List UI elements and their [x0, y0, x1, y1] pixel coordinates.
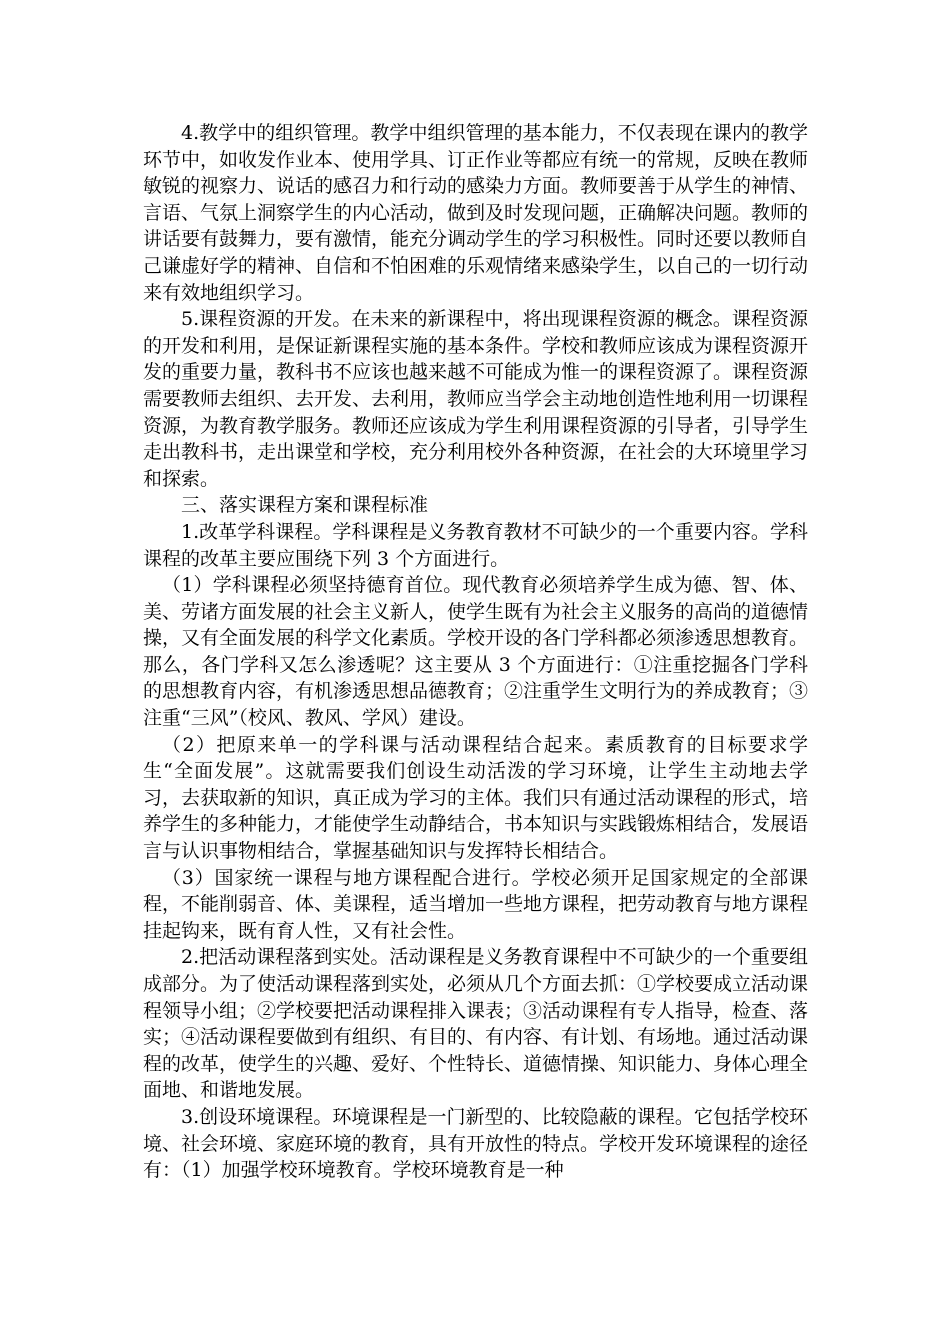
paragraph-reform-subject-courses: 1.改革学科课程。学科课程是义务教育教材不可缺少的一个重要内容。学科课程的改革主要应围绕下列 3 个方面进行。: [143, 520, 808, 570]
paragraph-curriculum-resources: 5.课程资源的开发。在未来的新课程中，将出现课程资源的概念。课程资源的开发和利用，是保证新课程实施的基本条件。学校和教师应该成为课程资源开发的重要力量，教科书不应该也越来越不可能成为惟一的课程资源了。课程资源需要教师去组织、去开发、去利用，教师应当学会主动地创造性地利用一切课程资源，为教育教学服务。教师还应该成为学生利用课程资源的引导者，引导学生走出教科书，走出课堂和学校，充分利用校外各种资源，在社会的大环境里学习和探索。: [143, 308, 809, 490]
paragraph-combine-activity-courses: （2）把原来单一的学科课与活动课程结合起来。素质教育的目标要求学生“全面发展”。这就需要我们创设生动活泼的学习环境，让学生主动地去学习，去获取新的知识，真正成为学习的主体。我们只有通过活动课程的形式，培养学生的多种能力，才能使学生动静结合，书本知识与实践锻炼相结合，发展语言与认识事物相结合，掌握基础知识与发挥特长相结合。: [143, 733, 809, 863]
paragraph-activity-courses: 2.把活动课程落到实处。活动课程是义务教育课程中不可缺少的一个重要组成部分。为了使活动课程落到实处，必须从几个方面去抓：①学校要成立活动课程领导小组；②学校要把活动课程排入课表；③活动课程有专人指导，检查、落实；④活动课程要做到有组织、有目的、有内容、有计划、有场地。通过活动课程的改革，使学生的兴趣、爱好、个性特长、道德情操、知识能力、身体心理全面地、和谐地发展。: [143, 946, 809, 1102]
section-heading-3: 三、落实课程方案和课程标准: [181, 494, 429, 517]
paragraph-moral-education-first: （1）学科课程必须坚持德育首位。现代教育必须培养学生成为德、智、体、美、劳诸方面发展的社会主义新人，使学生既有为社会主义服务的高尚的道德情操，又有全面发展的科学文化素质。学校开设的各门学科都必须渗透思想教育。那么，各门学科又怎么渗透呢？这主要从 3 个方面进行：①注重挖掘各门学科的思想教育内容，有机渗透思想品德教育；②注重学生文明行为的养成教育；③注重“三风”（校风、教风、学风）建设。: [143, 574, 809, 730]
paragraph-organization-management: 4.教学中的组织管理。教学中组织管理的基本能力，不仅表现在课内的教学环节中，如收发作业本、使用学具、订正作业等都应有统一的常规，反映在教师敏锐的视察力、说话的感召力和行动的感染力方面。教师要善于从学生的神情、言语、气氛上洞察学生的内心活动，做到及时发现问题，正确解决问题。教师的讲话要有鼓舞力，要有激情，能充分调动学生的学习积极性。同时还要以教师自己谦虚好学的精神、自信和不怕困难的乐观情绪来感染学生，以自己的一切行动来有效地组织学习。: [143, 122, 809, 304]
paragraph-environment-courses: 3.创设环境课程。环境课程是一门新型的、比较隐蔽的课程。它包括学校环境、社会环境、家庭环境的教育，具有开放性的特点。学校开发环境课程的途径有：（1）加强学校环境教育。学校环境教育是一种: [143, 1105, 809, 1182]
paragraph-national-local-courses: （3）国家统一课程与地方课程配合进行。学校必须开足国家规定的全部课程，不能削弱音、体、美课程，适当增加一些地方课程，把劳动教育与地方课程挂起钩来，既有育人性，又有社会性。: [143, 866, 809, 942]
document-page: [143, 120, 808, 1184]
